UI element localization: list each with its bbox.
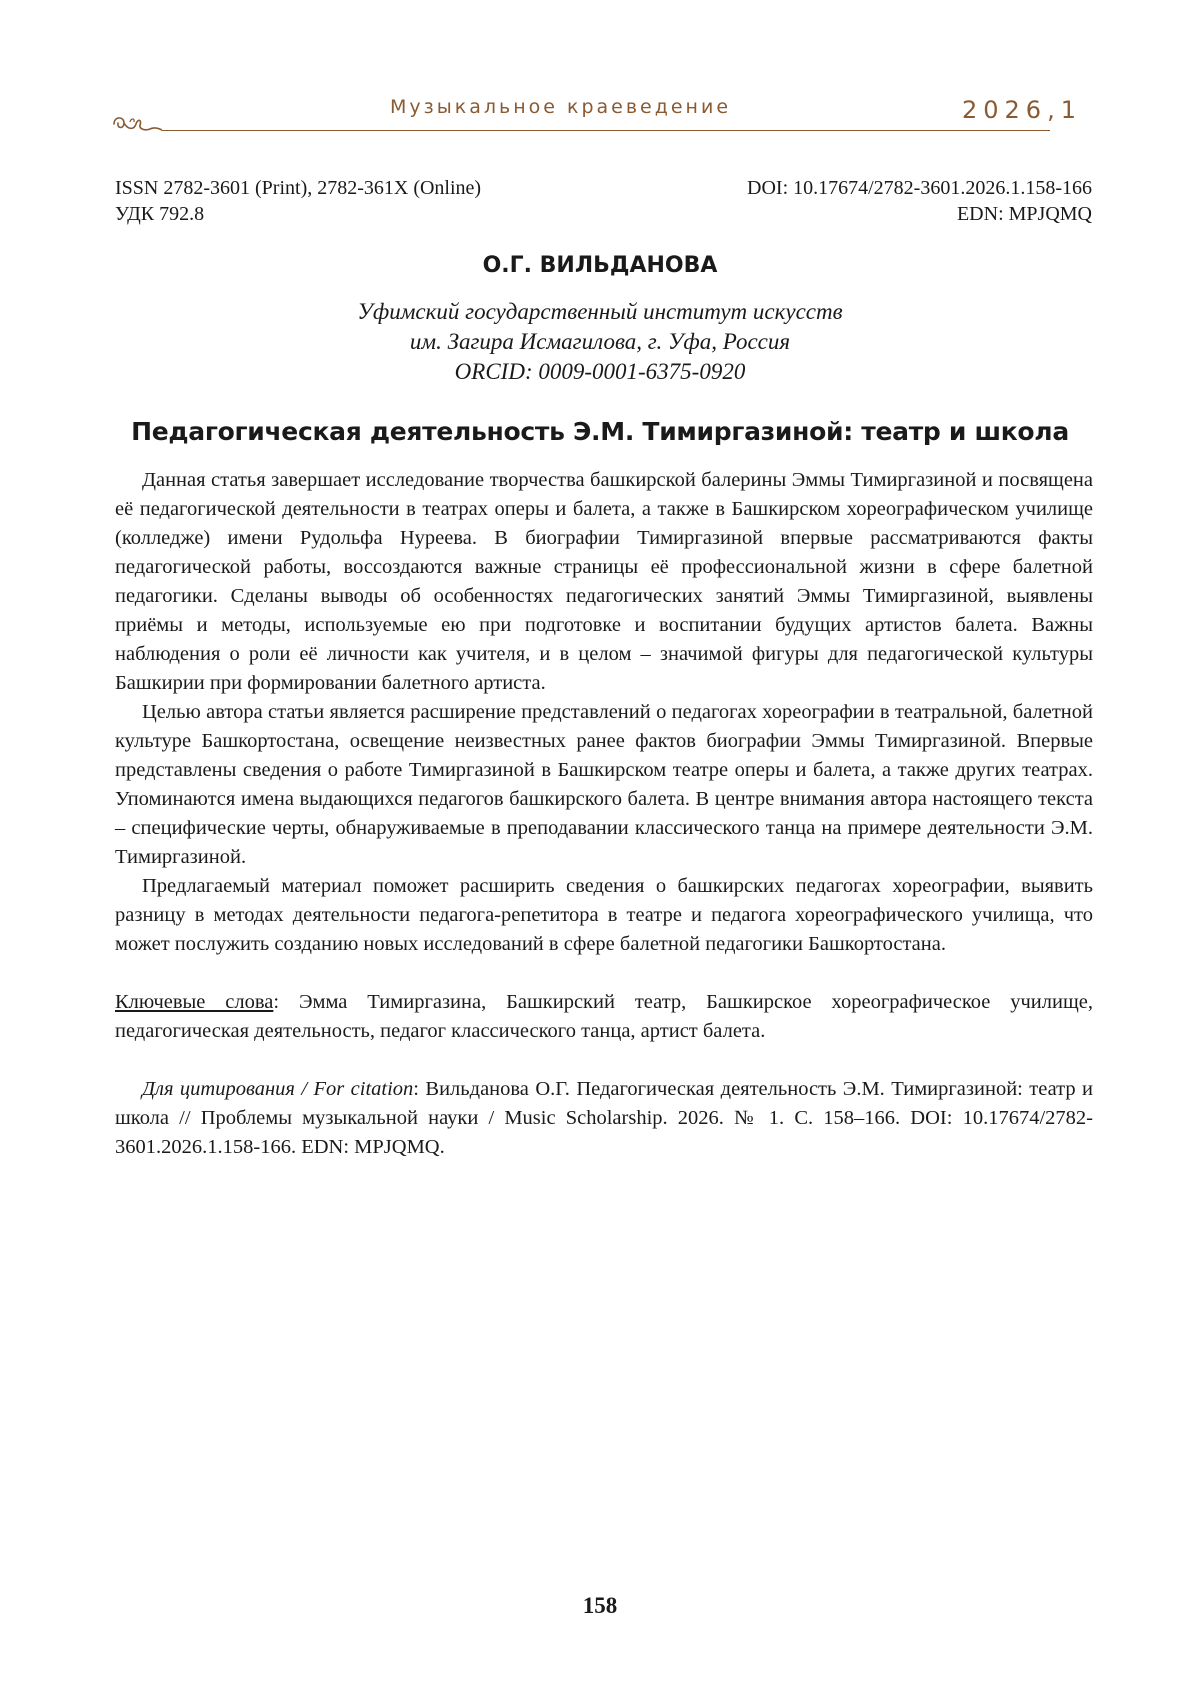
identifiers-right [747,175,1092,227]
running-header [110,92,1100,140]
citation-label: Для цитирования / For citation [142,1078,414,1100]
article-title: Педагогическая деятельность Э.М. Тимиргазиной: театр и школа [131,417,1069,446]
abstract [115,466,1093,959]
issue-number: 2026,1 [962,96,1082,124]
orcid: ORCID: 0009-0001-6375-0920 [454,359,746,384]
identifiers-left [115,175,481,227]
udc: УДК 792.8 [115,203,205,225]
article-body [115,466,1093,1162]
flourish-ornament-icon [112,110,162,134]
journal-section-title: Музыкальное краеведение [390,96,732,118]
citation [115,1075,1093,1162]
abstract-paragraph: Предлагаемый материал поможет расширить сведения о башкирских педагогах хореографии, выявить разницу в методах деятельности педагога-репетитора в театре и педагога хореографического училища, что может послужить созданию новых исследований в сфере балетной педагогики Башкортостана. [115,875,1093,955]
page-number: 158 [582,1593,618,1618]
issn: ISSN 2782-3601 (Print), 2782-361X (Online) [115,177,482,199]
abstract-paragraph: Целью автора статьи является расширение представлений о педагогах хореографии в театральной, балетной культуре Башкортостана, освещение неизвестных ранее фактов биографии Эммы Тимиргазиной. Впервые представлены сведения о работе Тимиргазиной в Башкирском театре оперы и балета, а также других театрах. Упоминаются имена выдающихся педагогов башкирского балета. В центре внимания автора настоящего текста – специфические черты, обнаруживаемые в преподавании классического танца на примере деятельности Э.М. Тимиргазиной. [115,701,1093,868]
edn: EDN: MPJQMQ [956,203,1092,225]
keywords [115,988,1093,1046]
affiliation-line: Уфимский государственный институт искусств [357,299,843,324]
author-name: О.Г. ВИЛЬДАНОВА [482,253,718,278]
keywords-text: : Эмма Тимиргазина, Башкирский театр, Башкирское хореографическое училище, педагогическая деятельность, педагог классического танца, артист балета. [115,991,1093,1042]
affiliation-line: им. Загира Исмагилова, г. Уфа, Россия [409,329,791,354]
citation-text: : Вильданова О.Г. Педагогическая деятельность Э.М. Тимиргазиной: театр и школа // Проблемы музыкальной науки / Music Scholarship. 2026. № 1. С. 158–166. DOI: 10.17674/2782-3601.2026.1.158-166. EDN: MPJQMQ. [115,1078,1094,1158]
author-affiliation [0,297,1200,387]
header-rule [162,130,1050,131]
abstract-paragraph: Данная статья завершает исследование творчества башкирской балерины Эммы Тимиргазиной и посвящена её педагогической деятельности в театрах оперы и балета, а также в Башкирском хореографическом училище (колледже) имени Рудольфа Нуреева. В биографии Тимиргазиной впервые рассматриваются факты педагогической работы, воссоздаются важные страницы её профессиональной жизни в сфере балетной педагогики. Сделаны выводы об особенностях педагогических занятий Эммы Тимиргазиной, выявлены приёмы и методы, используемые ею при подготовке и воспитании будущих артистов балета. Важны наблюдения о роли её личности как учителя, и в целом – значимой фигуры для педагогической культуры Башкирии при формировании балетного артиста. [115,469,1093,694]
keywords-label: Ключевые слова [115,991,274,1013]
doi: DOI: 10.17674/2782-3601.2026.1.158-166 [747,177,1092,199]
